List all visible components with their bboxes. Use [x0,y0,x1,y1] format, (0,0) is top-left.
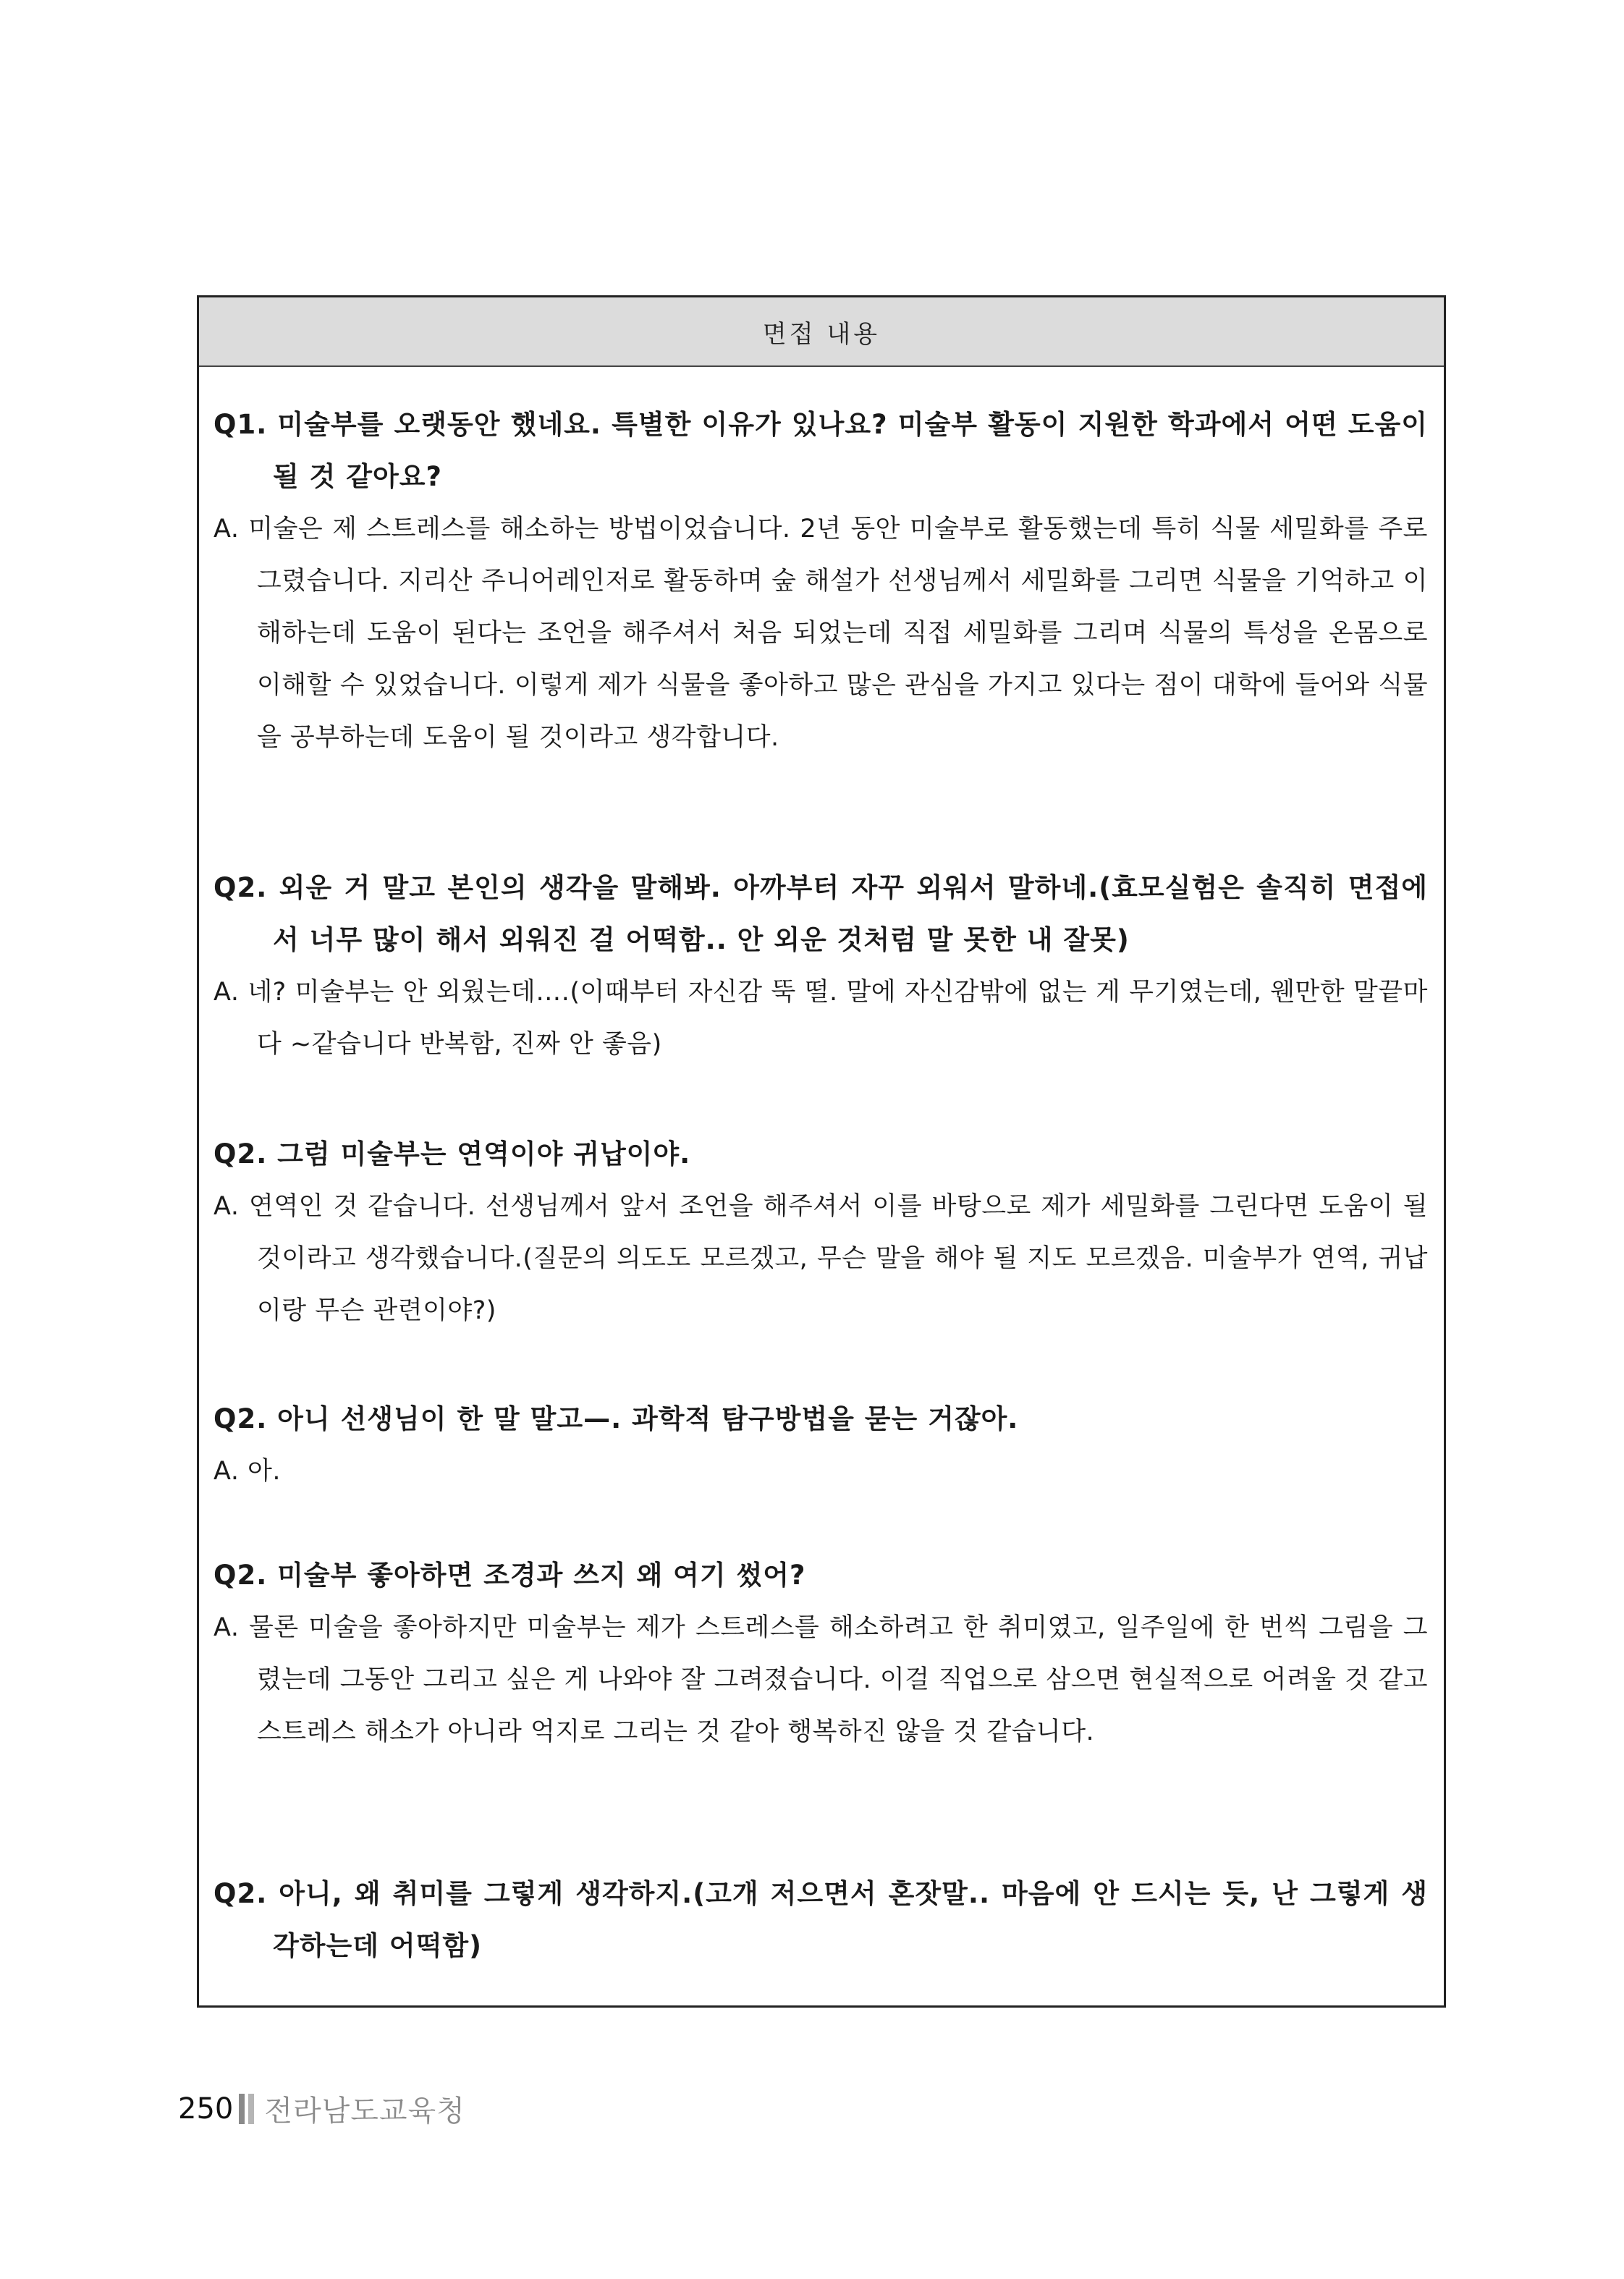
page-number: 250 [178,2092,234,2126]
question: Q2. 아니 선생님이 한 말 말고—. 과학적 탐구방법을 묻는 거잖아. [213,1403,1019,1434]
answer: A. 네? 미술부는 안 외웠는데….(이때부터 자신감 뚝 떨. 말에 자신감밖에 없는 게 무기였는데, 웬만한 말끝마다 ~같습니다 반복함, 진짜 안 좋음) [213,978,1428,1059]
divider-bars-icon [239,2094,254,2124]
qa-block [213,862,1428,1070]
question: Q2. 외운 거 말고 본인의 생각을 말해봐. 아까부터 자꾸 외워서 말하네.(효모실험은 솔직히 면접에서 너무 많이 해서 외워진 걸 어떡함.. 안 외운 것처럼 말 못한 내 잘못) [213,872,1428,955]
qa-block [213,1128,1428,1337]
qa-block [213,1393,1428,1497]
answer: A. 물론 미술을 좋아하지만 미술부는 제가 스트레스를 해소하려고 한 취미였고, 일주일에 한 번씩 그림을 그렸는데 그동안 그리고 싶은 게 나와야 잘 그려졌습니다. 이걸 직업으로 삼으면 현실적으로 어려울 것 같고 스트레스 해소가 아니라 억지로 그리는 것 같아 행복하진 않을 것 같습니다. [213,1613,1428,1746]
question: Q2. 그럼 미술부는 연역이야 귀납이야. [213,1138,691,1170]
question: Q1. 미술부를 오랫동안 했네요. 특별한 이유가 있나요? 미술부 활동이 지원한 학과에서 어떤 도움이 될 것 같아요? [213,409,1428,492]
answer: A. 아. [213,1457,282,1486]
question: Q2. 미술부 좋아하면 조경과 쓰지 왜 여기 썼어? [213,1560,806,1591]
answer: A. 미술은 제 스트레스를 해소하는 방법이었습니다. 2년 동안 미술부로 활동했는데 특히 식물 세밀화를 주로 그렸습니다. 지리산 주니어레인저로 활동하며 숲 해설가 선생님께서 세밀화를 그리면 식물을 기억하고 이해하는데 도움이 된다는 조언을 해주셔서 처음 되었는데 직접 세밀화를 그리며 식물의 특성을 온몸으로 이해할 수 있었습니다. 이렇게 제가 식물을 좋아하고 많은 관심을 가지고 있다는 점이 대학에 들어와 식물을 공부하는데 도움이 될 것이라고 생각합니다. [213,515,1428,752]
publisher-name: 전라남도교육청 [264,2094,465,2128]
qa-block [213,399,1428,764]
qa-block [213,1549,1428,1758]
interview-table [197,295,1446,2008]
qa-block [213,1868,1428,1972]
page-footer [178,2088,465,2129]
table-header: 면접 내용 [199,297,1444,367]
answer: A. 연역인 것 같습니다. 선생님께서 앞서 조언을 해주셔서 이를 바탕으로 제가 세밀화를 그린다면 도움이 될 것이라고 생각했습니다.(질문의 의도도 모르겠고, 무슨 말을 해야 될 지도 모르겠음. 미술부가 연역, 귀납이랑 무슨 관련이야?) [213,1192,1428,1325]
question: Q2. 아니, 왜 취미를 그렇게 생각하지.(고개 저으면서 혼잣말.. 마음에 안 드시는 듯, 난 그렇게 생각하는데 어떡함) [213,1878,1428,1961]
